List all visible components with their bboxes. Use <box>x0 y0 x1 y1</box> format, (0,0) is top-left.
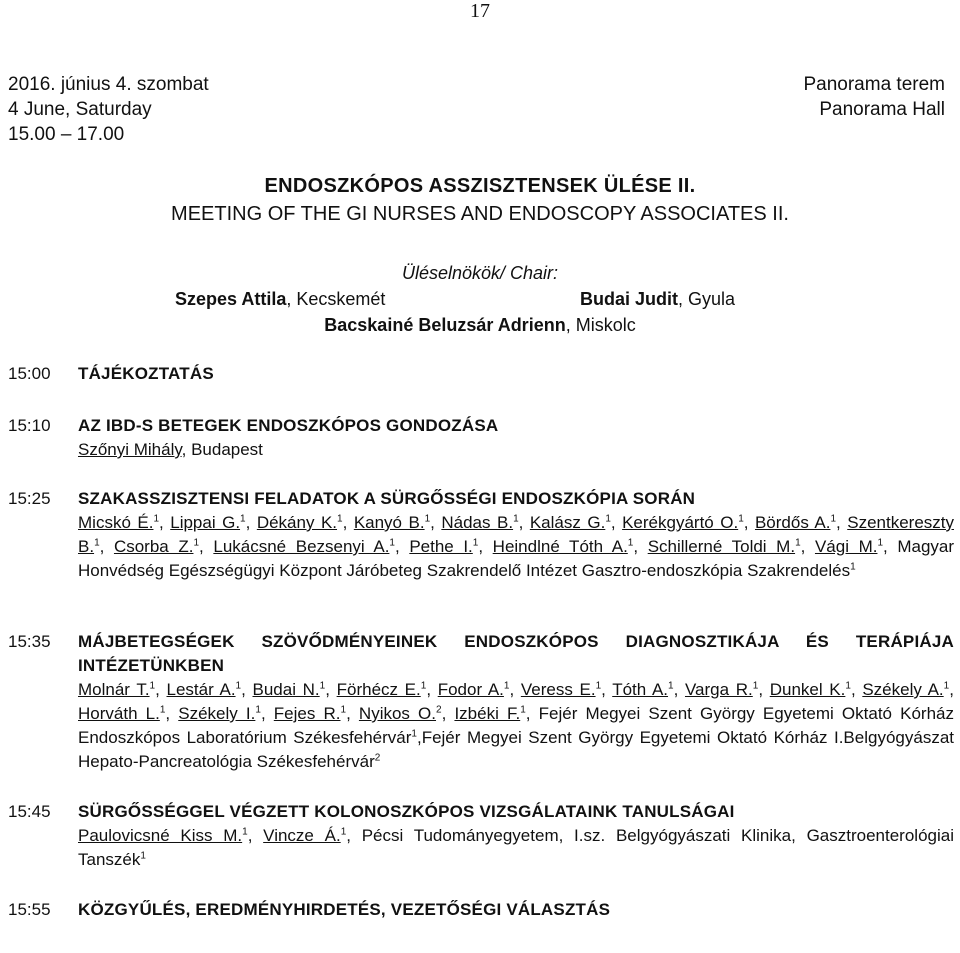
program-item <box>8 800 954 872</box>
session-room-en: Panorama Hall <box>819 99 945 120</box>
session-room-hu: Panorama terem <box>803 74 945 95</box>
author: Kanyó B. <box>353 513 425 532</box>
author: Dékány K. <box>256 513 338 532</box>
author: Vincze Á. <box>263 826 341 845</box>
item-time: 15:10 <box>8 416 51 435</box>
item-authors: Paulovicsné Kiss M.$^1$, Vincze Á.$^1$, Pécsi Tudományegyetem, I.sz. Belgyógyászati Klinika, Gasztroenterológiai Tanszék$^1$ <box>78 826 954 869</box>
author: Kalász G. <box>529 513 606 532</box>
chair-3 <box>0 312 960 338</box>
author: Nádas B. <box>441 513 514 532</box>
chair-1-name: Szepes Attila <box>175 289 287 309</box>
item-title: SZAKASSZISZTENSI FELADATOK A SÜRGŐSSÉGI ENDOSZKÓPIA SORÁN <box>78 489 696 508</box>
session-title <box>0 172 960 228</box>
program-item <box>8 630 954 774</box>
item-affiliation-1: Fejér Megyei Szent György Egyetemi Oktató Kórház Endoszkópos Laboratórium Székesfehérvár <box>78 704 954 747</box>
session-date-en: 4 June, Saturday <box>8 99 152 120</box>
chair-1-city: , Kecskemét <box>286 289 386 309</box>
item-affiliation: , Budapest <box>181 440 263 459</box>
item-authors: Molnár T.$^1$, Lestár A.$^1$, Budai N.$^1$, Förhécz E.$^1$, Fodor A.$^1$, Veress E.$^1$, Tóth A.$^1$, Varga R.$^1$, Dunkel K.$^1$, Székely A.$^1$, Horváth L.$^1$, Székely I.$^1$, Fejes R.$^1$, Nyikos O.$^2$, Izbéki F.$^1$, Fejér Megyei Szent György Egyetemi Oktató Kórház Endoszkópos Laboratórium Székesfehérvár$^1$,Fejér Megyei Szent György Egyetemi Oktató Kórház I.Belgyógyászat Hepato-Pancreatológia Székesfehérvár$^2$ <box>78 680 954 771</box>
chairs-block <box>0 260 960 338</box>
item-title: TÁJÉKOZTATÁS <box>78 364 214 383</box>
session-header <box>8 72 945 147</box>
author: Székely I. <box>178 704 256 723</box>
program-item <box>8 362 954 386</box>
author: Kerékgyártó O. <box>622 513 739 532</box>
session-title-en: MEETING OF THE GI NURSES AND ENDOSCOPY ASSOCIATES II. <box>171 203 789 225</box>
item-time: 15:55 <box>8 900 51 919</box>
author: Fodor A. <box>437 680 504 699</box>
author: Székely A. <box>862 680 944 699</box>
item-title: SÜRGŐSSÉGGEL VÉGZETT KOLONOSZKÓPOS VIZSGÁLATAINK TANULSÁGAI <box>78 802 735 821</box>
author: Veress E. <box>520 680 596 699</box>
program-item <box>8 898 954 922</box>
chair-2 <box>580 286 735 312</box>
author: Lestár A. <box>166 680 236 699</box>
author: Dunkel K. <box>769 680 846 699</box>
author: Izbéki F. <box>454 704 521 723</box>
author: Szentkereszty B. <box>78 513 954 556</box>
chairs-label: Üléselnökök/ Chair: <box>401 263 559 283</box>
item-time: 15:35 <box>8 632 51 651</box>
chair-2-city: , Gyula <box>678 289 736 309</box>
chair-2-name: Budai Judit <box>580 289 678 309</box>
session-time: 15.00 – 17.00 <box>8 124 125 145</box>
author: Varga R. <box>684 680 753 699</box>
item-title: AZ IBD-S BETEGEK ENDOSZKÓPOS GONDOZÁSA <box>78 416 499 435</box>
item-authors <box>78 438 954 462</box>
author: Förhécz E. <box>336 680 421 699</box>
chair-1 <box>175 286 385 312</box>
item-time: 15:45 <box>8 802 51 821</box>
author: Paulovicsné Kiss M. <box>78 826 243 845</box>
program-item <box>8 414 954 462</box>
item-time: 15:25 <box>8 489 51 508</box>
item-title: MÁJBETEGSÉGEK SZÖVŐDMÉNYEINEK ENDOSZKÓPOS DIAGNOSZTIKÁJA ÉS TERÁPIÁJA INTÉZETÜNKBEN <box>78 632 954 675</box>
author: Csorba Z. <box>113 537 194 556</box>
author: Lippai G. <box>170 513 241 532</box>
item-title: KÖZGYŰLÉS, EREDMÉNYHIRDETÉS, VEZETŐSÉGI VÁLASZTÁS <box>78 900 611 919</box>
author: Nyikos O. <box>358 704 437 723</box>
author: Tóth A. <box>612 680 669 699</box>
author: Horváth L. <box>78 704 160 723</box>
author: Pethe I. <box>409 537 473 556</box>
author: Micskó É. <box>78 513 154 532</box>
chair-3-name: Bacskainé Beluzsár Adrienn <box>324 315 566 335</box>
item-affiliation: Pécsi Tudományegyetem, I.sz. Belgyógyászati Klinika, Gasztroenterológiai Tanszék <box>78 826 954 869</box>
chair-3-city: , Miskolc <box>565 315 636 335</box>
session-date-hu: 2016. június 4. szombat <box>8 74 209 95</box>
item-affiliation: Magyar Honvédség Egészségügyi Központ Járóbeteg Szakrendelő Intézet Gasztro-endoszkópia Szakrendelés <box>78 537 955 580</box>
author: Schillerné Toldi M. <box>647 537 796 556</box>
author: Bördős A. <box>754 513 831 532</box>
item-time: 15:00 <box>8 364 51 383</box>
author: Budai N. <box>252 680 320 699</box>
author: Fejes R. <box>273 704 341 723</box>
author: Molnár T. <box>78 680 150 699</box>
item-affiliation-2: ,Fejér Megyei Szent György Egyetemi Oktató Kórház I.Belgyógyászat Hepato-Pancreatológia Székesfehérvár <box>78 728 954 771</box>
session-title-hu: ENDOSZKÓPOS ASSZISZTENSEK ÜLÉSE II. <box>264 175 696 197</box>
author: Vági M. <box>814 537 878 556</box>
author: Heindlné Tóth A. <box>492 537 628 556</box>
author: Szőnyi Mihály <box>78 440 182 459</box>
item-authors: Micskó É.$^1$, Lippai G.$^1$, Dékány K.$^1$, Kanyó B.$^1$, Nádas B.$^1$, Kalász G.$^1$, Kerékgyártó O.$^1$, Bördős A.$^1$, Szentkereszty B.$^1$, Csorba Z.$^1$, Lukácsné Bezsenyi A.$^1$, Pethe I.$^1$, Heindlné Tóth A.$^1$, Schillerné Toldi M.$^1$, Vági M.$^1$, Magyar Honvédség Egészségügyi Központ Járóbeteg Szakrendelő Intézet Gasztro-endoszkópia Szakrendelés$^1$ <box>78 513 955 580</box>
page-number: 17 <box>470 0 490 22</box>
author: Lukácsné Bezsenyi A. <box>213 537 390 556</box>
program-item <box>8 487 954 583</box>
